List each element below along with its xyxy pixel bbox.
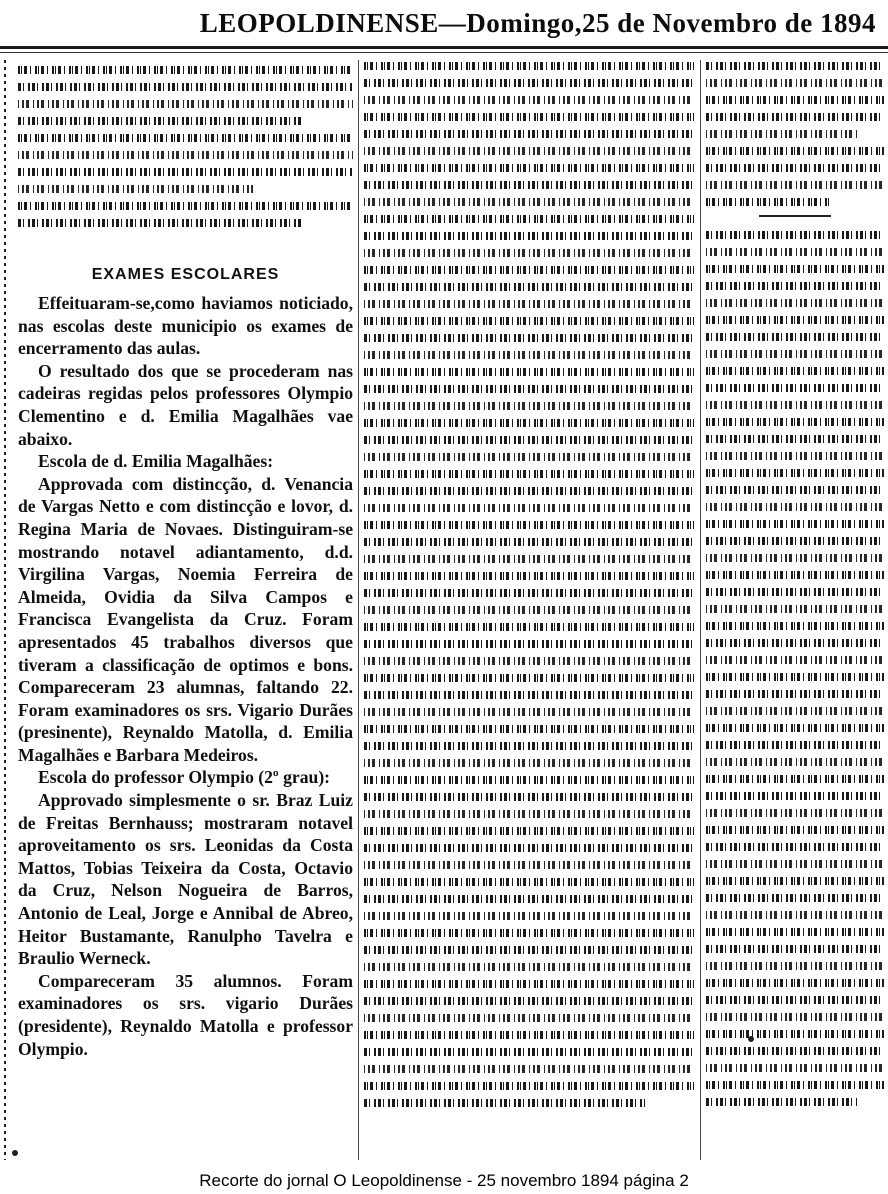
article-paragraph: Approvada com distincção, d. Venancia de Vargas Netto e com distincção e lovor, d. Regina Maria de Novaes. Distinguiram-se mostrando notavel adiantamento, d.d. Virgilina Vargas, Noemia Ferreira de Almeida, Ovidia da Silva Campos e Francisca Evangelista da Cruz. Foram apresentados 45 trabalhos diversos que tiveram a classificação de optimos e bons. Compareceram 23 alumnas, faltando 22. Foram examinadores os srs. Vigario Durães (presinente), Reynaldo Matolla, d. Emilia Magalhães e Barbara Medeiros. [18,473,353,765]
masthead-rule [0,46,888,49]
image-caption: Recorte do jornal O Leopoldinense - 25 novembro 1894 página 2 [199,1171,689,1190]
illegible-text-column-right [706,62,884,1115]
masthead-title: LEOPOLDINENSE—Domingo,25 de Novembro de 1894 [199,8,876,38]
article-paragraph: Escola de d. Emilia Magalhães: [38,451,274,472]
illegible-text-column-middle [364,62,694,1116]
column-rule-2 [700,60,701,1160]
article-paragraph: Escola do professor Olympio (2º grau): [38,767,331,788]
article-heading: EXAMES ESCOLARES [91,266,280,283]
article-exames-escolares [18,266,353,1060]
left-edge-border [4,60,6,1160]
ink-speck [12,1150,18,1156]
article-paragraph: Effeituaram-se,como haviamos noticiado, nas escolas deste municipio os exames de encerramento das aulas. [18,293,353,359]
illegible-text-block-top [18,66,353,236]
article-paragraph: Compareceram 35 alumnos. Foram examinadores os srs. vigario Durães (presidente), Reynaldo Matolla e professor Olympio. [18,970,353,1059]
masthead-rule-thin [0,52,888,53]
masthead [0,0,888,50]
article-paragraph: O resultado dos que se procederam nas cadeiras regidas pelos professores Olympio Clementino e d. Emilia Magalhães vae abaixo. [18,360,353,449]
column-rule-1 [358,60,359,1160]
ink-speck [748,1036,754,1042]
article-body [18,292,353,1060]
article-paragraph: Approvado simplesmente o sr. Braz Luiz de Freitas Bernhauss; mostraram notavel aproveitamento os srs. Leonidas da Costa Mattos, Tobias Teixeira da Costa, Octavio da Cruz, Nelson Nogueira de Barros, Antonio de Leal, Jorge e Annibal de Abreo, Heitor Bustamante, Ranulpho Tavelra e Braulio Werneck. [18,790,353,969]
